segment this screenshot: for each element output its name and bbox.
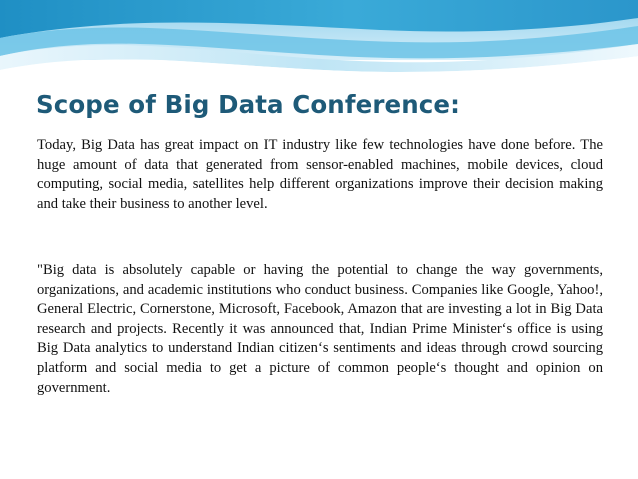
paragraph-intro: Today, Big Data has great impact on IT industry like few technologies have done before. The huge amount of data that generated from sensor-enabled machines, mobile devices, cloud computing, social media, satellites help different organizations improve their decision making and take their business to another level. xyxy=(37,137,603,212)
slide-title: Scope of Big Data Conference: xyxy=(36,90,460,119)
paragraph-quote: "Big data is absolutely capable or having the potential to change the way governments, organizations, and academic institutions who conduct business. Companies like Google, Yahoo!, General Electric, Cornerstone, Microsoft, Facebook, Amazon that are investing a lot in Big Data research and projects. Recently it was announced that, Indian Prime Minister‘s office is using Big Data analytics to understand Indian citizen‘s sentiments and ideas through crowd sourcing platform and social media to get a picture of common people‘s thought and opinion on government. xyxy=(37,262,603,396)
decorative-wave-header xyxy=(0,0,638,80)
